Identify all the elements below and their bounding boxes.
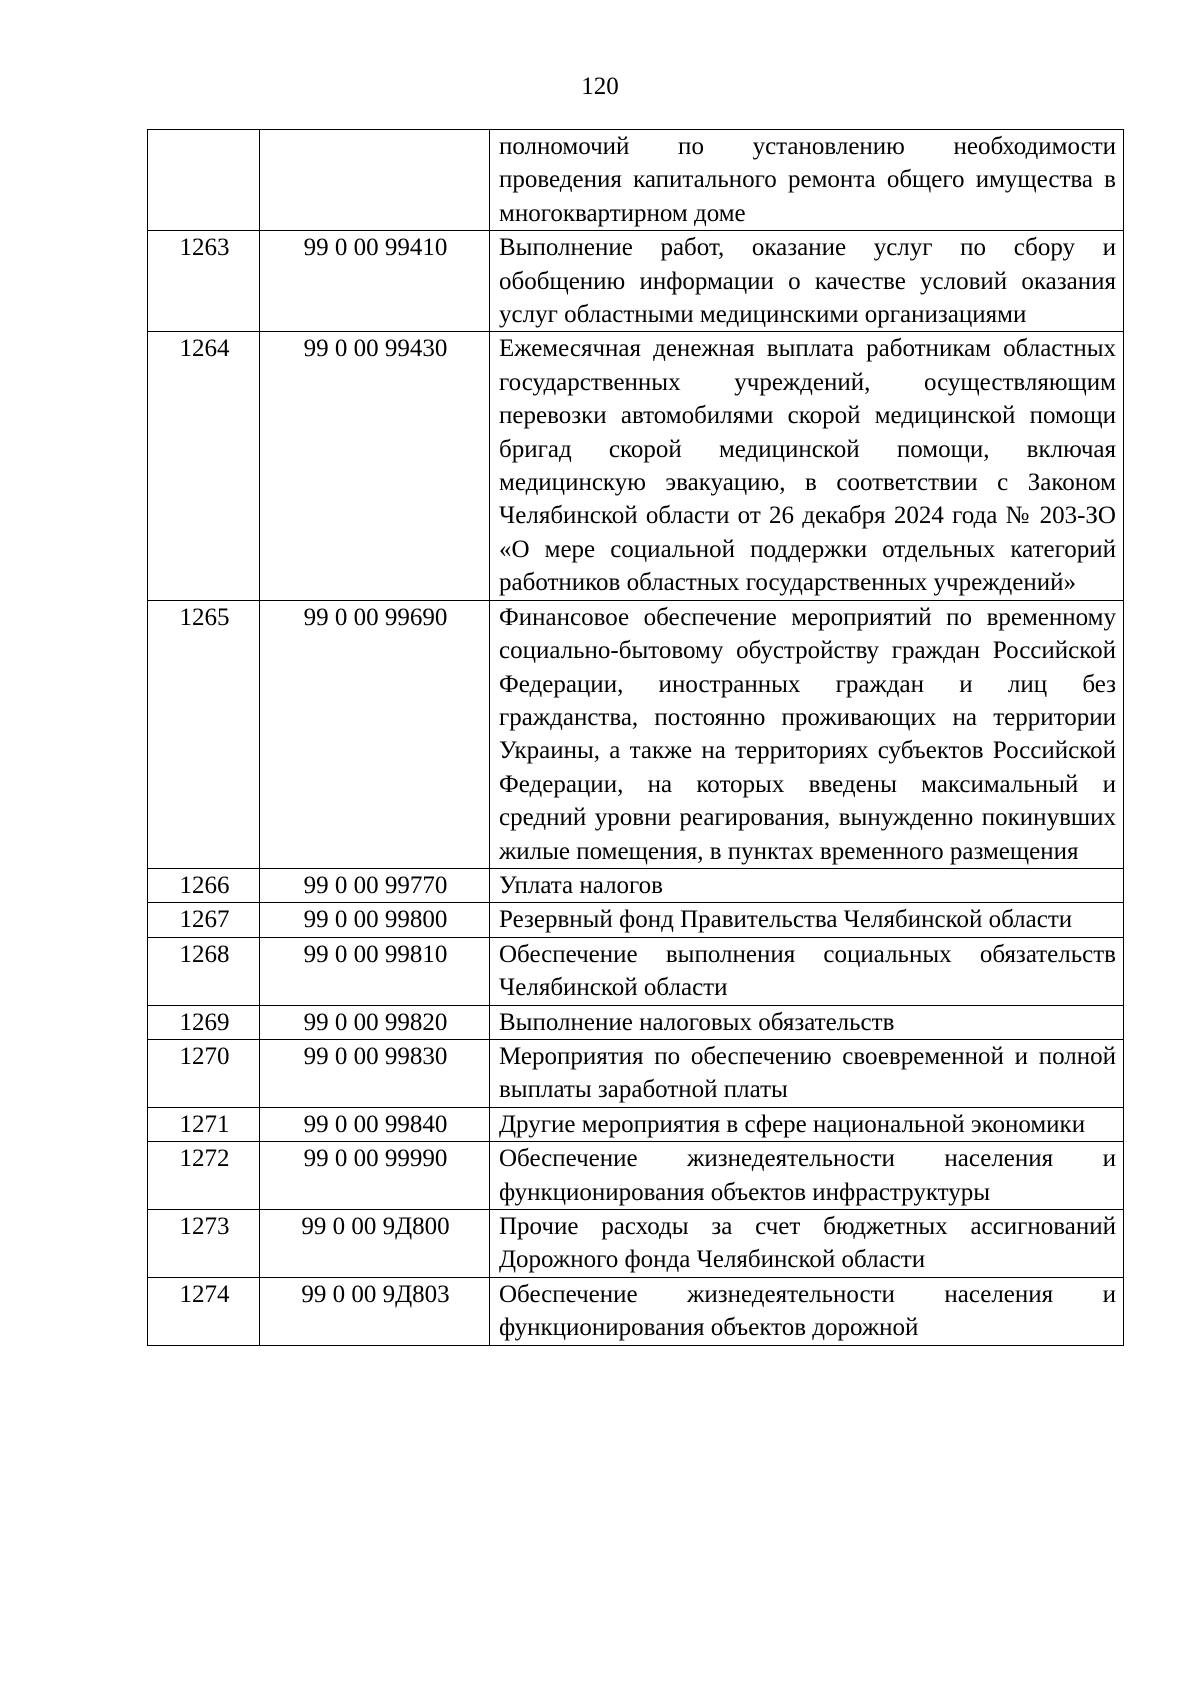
table-row xyxy=(148,868,1124,902)
target-code-cell: 99 0 00 9Д803 xyxy=(260,1277,490,1345)
expense-name-cell: Уплата налогов xyxy=(490,868,1124,902)
table-row xyxy=(148,1039,1124,1107)
budget-classification-table xyxy=(147,129,1124,1346)
row-number-cell xyxy=(148,130,260,231)
target-code-cell xyxy=(260,130,490,231)
target-code-cell: 99 0 00 99820 xyxy=(260,1005,490,1039)
table-row xyxy=(148,1142,1124,1210)
target-code-cell: 99 0 00 99410 xyxy=(260,231,490,332)
target-code-cell: 99 0 00 99770 xyxy=(260,868,490,902)
table-row xyxy=(148,1005,1124,1039)
expense-name-cell: полномочий по установлению необходимости проведения капитального ремонта общего имущества в многоквартирном доме xyxy=(490,130,1124,231)
row-number-cell: 1266 xyxy=(148,868,260,902)
expense-name-cell: Ежемесячная денежная выплата работникам областных государственных учреждений, осуществляющим перевозки автомобилями скорой медицинской помощи бригад скорой медицинской помощи, включая медицинскую эвакуацию, в соответствии с Законом Челябинской области от 26 декабря 2024 года № 203-ЗО «О мере социальной поддержки отдельных категорий работников областных государственных учреждений» xyxy=(490,332,1124,600)
row-number-cell: 1269 xyxy=(148,1005,260,1039)
target-code-cell: 99 0 00 99830 xyxy=(260,1039,490,1107)
target-code-cell: 99 0 00 99690 xyxy=(260,600,490,868)
table-row xyxy=(148,903,1124,937)
table-row xyxy=(148,1277,1124,1345)
expense-name-cell: Выполнение налоговых обязательств xyxy=(490,1005,1124,1039)
row-number-cell: 1267 xyxy=(148,903,260,937)
expense-name-cell: Резервный фонд Правительства Челябинской области xyxy=(490,903,1124,937)
expense-name-cell: Обеспечение выполнения социальных обязательств Челябинской области xyxy=(490,937,1124,1005)
table-row xyxy=(148,332,1124,600)
target-code-cell: 99 0 00 99840 xyxy=(260,1107,490,1141)
row-number-cell: 1268 xyxy=(148,937,260,1005)
row-number-cell: 1273 xyxy=(148,1210,260,1278)
row-number-cell: 1272 xyxy=(148,1142,260,1210)
table-row xyxy=(148,231,1124,332)
expense-name-cell: Прочие расходы за счет бюджетных ассигнований Дорожного фонда Челябинской области xyxy=(490,1210,1124,1278)
target-code-cell: 99 0 00 99430 xyxy=(260,332,490,600)
target-code-cell: 99 0 00 99990 xyxy=(260,1142,490,1210)
page-number: 120 xyxy=(581,73,619,100)
table-row xyxy=(148,1210,1124,1278)
row-number-cell: 1274 xyxy=(148,1277,260,1345)
table-row xyxy=(148,600,1124,868)
target-code-cell: 99 0 00 99800 xyxy=(260,903,490,937)
expense-name-cell: Финансовое обеспечение мероприятий по временному социально-бытовому обустройству граждан Российской Федерации, иностранных граждан и лиц без гражданства, постоянно проживающих на территории Украины, а также на территориях субъектов Российской Федерации, на которых введены максимальный и средний уровни реагирования, вынужденно покинувших жилые помещения, в пунктах временного размещения xyxy=(490,600,1124,868)
row-number-cell: 1265 xyxy=(148,600,260,868)
target-code-cell: 99 0 00 99810 xyxy=(260,937,490,1005)
expense-name-cell: Выполнение работ, оказание услуг по сбору и обобщению информации о качестве условий оказания услуг областными медицинскими организациями xyxy=(490,231,1124,332)
expense-name-cell: Обеспечение жизнедеятельности населения и функционирования объектов дорожной xyxy=(490,1277,1124,1345)
expense-name-cell: Мероприятия по обеспечению своевременной и полной выплаты заработной платы xyxy=(490,1039,1124,1107)
expense-name-cell: Другие мероприятия в сфере национальной экономики xyxy=(490,1107,1124,1141)
row-number-cell: 1263 xyxy=(148,231,260,332)
expense-name-cell: Обеспечение жизнедеятельности населения и функционирования объектов инфраструктуры xyxy=(490,1142,1124,1210)
row-number-cell: 1270 xyxy=(148,1039,260,1107)
row-number-cell: 1264 xyxy=(148,332,260,600)
table-row xyxy=(148,130,1124,231)
target-code-cell: 99 0 00 9Д800 xyxy=(260,1210,490,1278)
table-row xyxy=(148,1107,1124,1141)
row-number-cell: 1271 xyxy=(148,1107,260,1141)
table-row xyxy=(148,937,1124,1005)
